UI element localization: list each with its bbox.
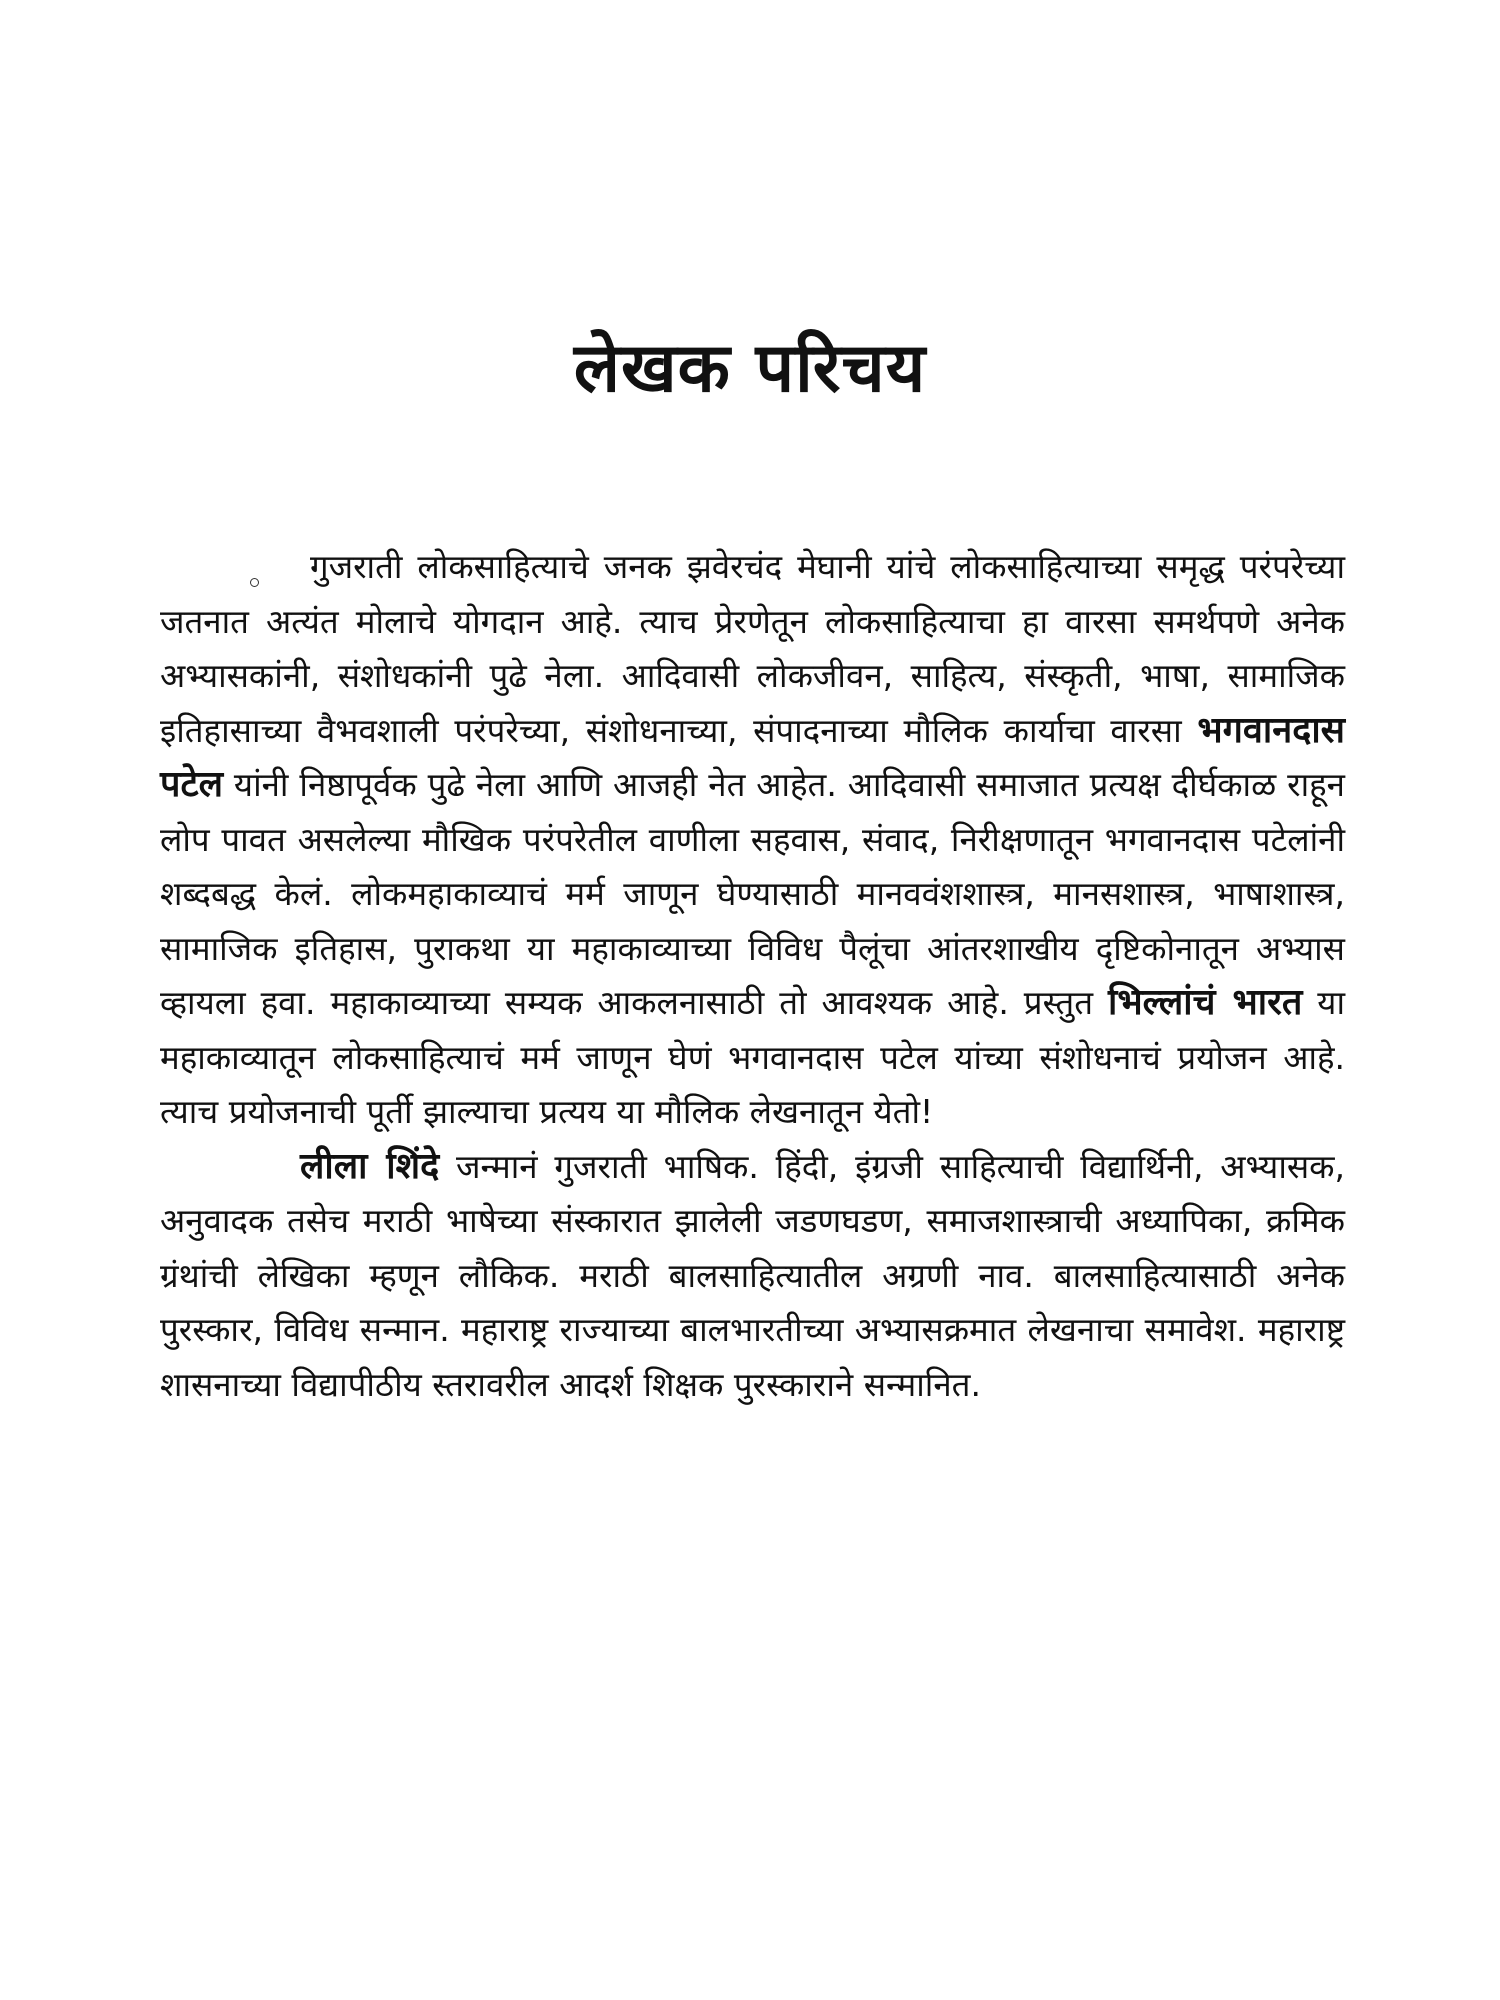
paragraph-text: जन्मानं गुजराती भाषिक. हिंदी, इंग्रजी साहित्याची विद्यार्थिनी, अभ्यासक, अनुवादक तसेच मराठी भाषेच्या संस्कारात झालेली जडणघडण, समाजशास्त्राची अध्यापिका, क्रमिक ग्रंथांची लेखिका म्हणून लौकिक. मराठी बालसाहित्यातील अग्रणी नाव. बालसाहित्यासाठी अनेक पुरस्कार, विविध सन्मान. महाराष्ट्र राज्याच्या बालभारतीच्या अभ्यासक्रमात लेखनाचा समावेश. महाराष्ट्र शासनाच्या विद्यापीठीय स्तरावरील आदर्श शिक्षक पुरस्काराने सन्मानित. [160, 1146, 1346, 1404]
book-title-bhillanch-bharat: भिल्लांचं भारत [1108, 982, 1303, 1023]
author-introduction [160, 540, 1345, 1412]
paragraph-leela-shinde [160, 1140, 1345, 1413]
author-name-leela-shinde: लीला शिंदे [300, 1145, 440, 1187]
page-title: लेखक परिचय [573, 329, 927, 408]
paragraph-text: यांनी निष्ठापूर्वक पुढे नेला आणि आजही नेत आहेत. आदिवासी समाजात प्रत्यक्ष दीर्घकाळ राहून लोप पावत असलेल्या मौखिक परंपरेतील वाणीला सहवास, संवाद, निरीक्षणातून भगवानदास पटेलांनी शब्दबद्ध केलं. लोकमहाकाव्याचं मर्म जाणून घेण्यासाठी मानववंशशास्त्र, मानसशास्त्र, भाषाशास्त्र, सामाजिक इतिहास, पुराकथा या महाकाव्याच्या विविध पैलूंचा आंतरशाखीय दृष्टिकोनातून अभ्यास व्हायला हवा. महाकाव्याच्या सम्यक आकलनासाठी तो आवश्यक आहे. प्रस्तुत [160, 765, 1345, 1022]
paragraph-bhagwandas-patel [160, 540, 1345, 1140]
author-name-bhagwandas-patel: भगवानदास पटेल [160, 709, 1345, 805]
paragraph-text: या महाकाव्यातून लोकसाहित्याचं मर्म जाणून घेणं भगवानदास पटेल यांच्या संशोधनाचं प्रयोजन आहे. त्याच प्रयोजनाची पूर्ती झाल्याचा प्रत्यय या मौलिक लेखनातून येतो! [160, 983, 1345, 1131]
paragraph-text: गुजराती लोकसाहित्याचे जनक झवेरचंद मेघानी यांचे लोकसाहित्याच्या समृद्ध परंपरेच्या जतनात अत्यंत मोलाचे योगदान आहे. त्याच प्रेरणेतून लोकसाहित्याचा हा वारसा समर्थपणे अनेक अभ्यासकांनी, संशोधकांनी पुढे नेला. आदिवासी लोकजीवन, साहित्य, संस्कृती, भाषा, सामाजिक इतिहासाच्या वैभवशाली परंपरेच्या, संशोधनाच्या, संपादनाच्या मौलिक कार्याचा वारसा [160, 547, 1345, 750]
